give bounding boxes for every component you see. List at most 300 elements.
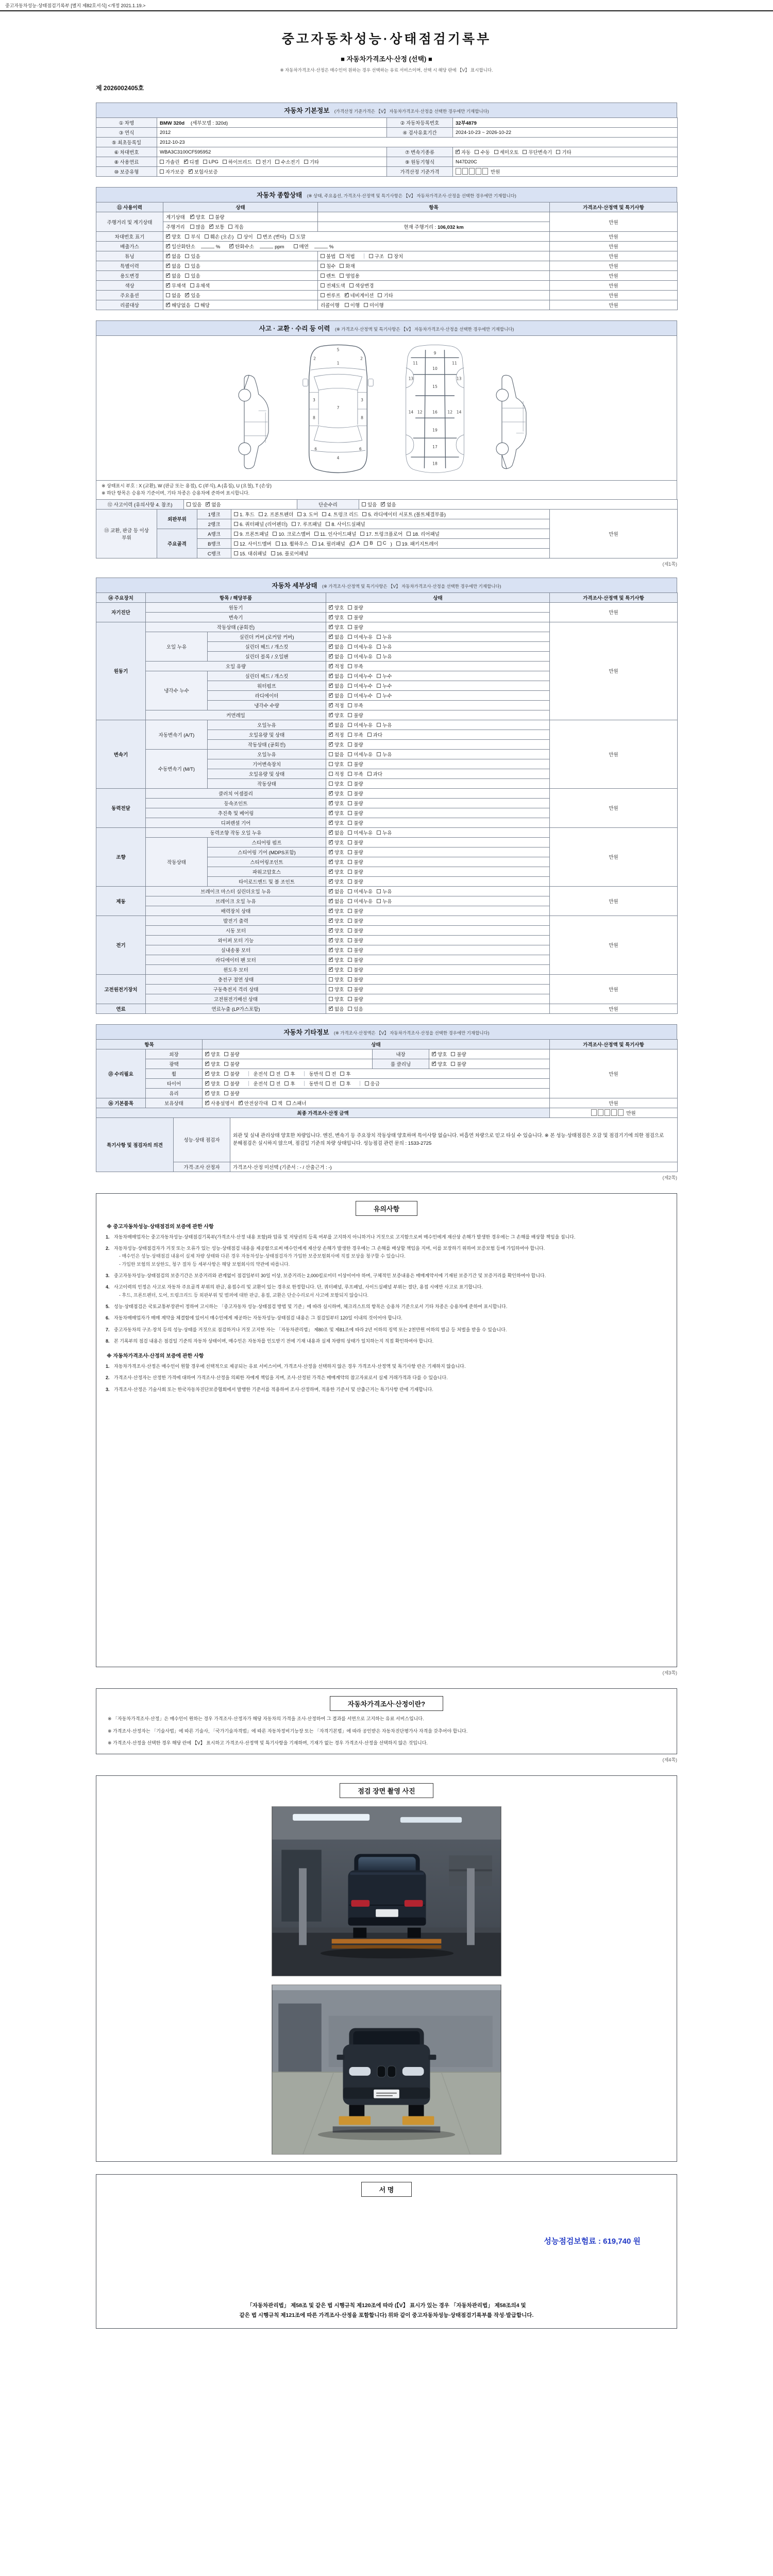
checkbox-있음[interactable]	[185, 262, 200, 269]
checkbox-1.-후드[interactable]	[234, 511, 255, 518]
checkbox-12.-사이드멤버[interactable]	[234, 540, 272, 547]
checkbox-누수[interactable]	[377, 672, 392, 680]
checkbox-label: 없음	[334, 673, 344, 680]
checkbox-불량[interactable]	[348, 809, 363, 817]
checkbox-세미오토[interactable]	[494, 148, 519, 156]
checkbox-부족[interactable]	[348, 702, 363, 709]
checkbox-미세누수[interactable]	[348, 672, 373, 680]
checkbox-label: 적정	[334, 771, 344, 777]
checkbox-부족[interactable]	[348, 770, 363, 777]
checkbox-양호[interactable]	[329, 760, 344, 768]
checkbox-불량[interactable]	[451, 1060, 466, 1067]
checkbox-과다[interactable]	[367, 770, 382, 777]
checkbox-4.-트렁크-리드[interactable]	[322, 511, 358, 518]
checkbox-없음[interactable]	[166, 252, 181, 260]
checkbox-10.-크로스멤버[interactable]	[273, 530, 310, 537]
checkbox-11.-인사이드패널[interactable]	[314, 530, 356, 537]
value-bold: BMW 320d	[160, 121, 185, 126]
checkbox-양호[interactable]	[205, 1050, 220, 1058]
checkbox-label: 양호	[334, 928, 344, 934]
checkbox-구조[interactable]	[369, 252, 384, 260]
checkbox-불량[interactable]	[348, 946, 363, 954]
checkbox-불량[interactable]	[348, 800, 363, 807]
checkbox-응급[interactable]	[365, 1080, 380, 1087]
checkbox-미세누수[interactable]	[348, 682, 373, 689]
checkbox-해당없음[interactable]	[166, 301, 191, 309]
checkbox-B[interactable]	[364, 540, 373, 546]
checkbox-색상변경[interactable]	[349, 282, 374, 289]
checkbox-label: 없음	[334, 634, 344, 640]
checkbox-있음[interactable]	[348, 1005, 363, 1012]
checkbox-많음[interactable]	[190, 223, 205, 230]
checkbox-변조-(변타)[interactable]	[257, 233, 287, 240]
diagram-part-number: 19	[432, 428, 438, 433]
checkbox-양호[interactable]	[166, 233, 181, 240]
price-estimate-cell	[550, 1098, 678, 1108]
checkbox-미세누유[interactable]	[348, 633, 373, 640]
checkbox-불량[interactable]	[348, 878, 363, 885]
checkbox-누유[interactable]	[377, 633, 392, 640]
checkbox-과다[interactable]	[367, 731, 382, 738]
checkbox-후[interactable]	[284, 1080, 295, 1087]
checkbox-16.-플로어패널[interactable]	[271, 550, 309, 557]
checkbox-불량[interactable]	[348, 986, 363, 993]
checkbox-침수[interactable]	[321, 262, 335, 269]
text: 기어변속장치	[252, 761, 281, 768]
checkbox-미세누유[interactable]	[348, 829, 373, 836]
checkbox-누유[interactable]	[377, 751, 392, 758]
checkbox-불량[interactable]	[348, 956, 363, 963]
first-registration-value	[157, 138, 678, 147]
checkbox-18.-리어패널[interactable]	[407, 530, 440, 537]
checkbox-전기[interactable]	[256, 158, 271, 165]
checkbox-있음[interactable]	[185, 292, 200, 299]
checkbox-9.-프론트패널[interactable]	[234, 530, 268, 537]
text: 라디에이터	[255, 693, 279, 699]
checkbox-있음[interactable]	[185, 272, 200, 279]
checkbox-불법[interactable]	[321, 252, 335, 260]
field-label	[146, 710, 326, 720]
table-row	[96, 720, 678, 730]
checkbox-적법[interactable]	[340, 252, 355, 260]
text: 오일 유량	[225, 664, 246, 670]
checkbox-label: 불량	[354, 918, 363, 924]
checkbox-있음[interactable]	[187, 501, 201, 508]
checkbox-불량[interactable]	[348, 937, 363, 944]
checkbox-누유[interactable]	[377, 653, 392, 660]
checkbox-자동[interactable]	[456, 148, 470, 156]
text: 동력조향 작동 오일 누유	[210, 830, 262, 836]
checkbox-수동[interactable]	[475, 148, 490, 156]
checkbox-보통[interactable]	[209, 223, 224, 230]
checkbox-양호[interactable]	[329, 711, 344, 719]
checkbox-디젤[interactable]	[184, 158, 199, 165]
checkbox-일산화탄소[interactable]	[166, 243, 195, 250]
checkbox-없음[interactable]	[329, 682, 344, 689]
checkbox-해당[interactable]	[195, 301, 210, 309]
inspection-photo-front	[272, 1985, 501, 2155]
checkbox-무채색[interactable]	[166, 282, 186, 289]
text: 특기사항 및 점검자의 의견	[107, 1142, 163, 1148]
text: 추진축 및 베어링	[217, 810, 254, 817]
checkbox-보험사보증[interactable]	[189, 168, 218, 175]
checkbox-잭[interactable]	[272, 1099, 282, 1107]
checkbox-전체도색[interactable]	[321, 282, 345, 289]
checkbox-양호[interactable]	[329, 946, 344, 954]
notice-item-text	[114, 1314, 667, 1322]
text: 작동상태 (공회전)	[216, 624, 255, 631]
checked-box	[206, 502, 210, 506]
checkbox-label: 네비게이션	[350, 293, 374, 299]
checkbox-미세누유[interactable]	[348, 751, 373, 758]
checked-box	[329, 938, 333, 942]
checkbox-불량[interactable]	[224, 1080, 239, 1087]
checkbox-적정[interactable]	[329, 770, 344, 777]
checkbox-label: 양호	[334, 761, 344, 768]
unchecked-box	[257, 234, 261, 239]
checkbox-적음[interactable]	[228, 223, 243, 230]
checkbox-불량[interactable]	[348, 623, 363, 631]
checkbox-양호[interactable]	[329, 878, 344, 885]
checkbox-누유[interactable]	[377, 888, 392, 895]
checkbox-불량[interactable]	[348, 819, 363, 826]
checkbox-양호[interactable]	[205, 1060, 220, 1067]
checkbox-전[interactable]	[326, 1080, 336, 1087]
checkbox-부족[interactable]	[348, 663, 363, 670]
checkbox-불량[interactable]	[348, 839, 363, 846]
unchecked-box	[259, 512, 263, 516]
accident-history-table-host	[96, 499, 677, 510]
checkbox-불량[interactable]	[348, 741, 363, 748]
checkbox-불량[interactable]	[348, 760, 363, 768]
field-label	[96, 291, 163, 300]
checkbox-A[interactable]	[351, 540, 360, 546]
checkbox-적정[interactable]	[329, 702, 344, 709]
checkbox-수소전기[interactable]	[275, 158, 300, 165]
checkbox-불량[interactable]	[209, 213, 224, 221]
checkbox-양호[interactable]	[329, 937, 344, 944]
unchecked-box	[228, 225, 232, 229]
checkbox-불량[interactable]	[348, 907, 363, 914]
checkbox-부족[interactable]	[348, 731, 363, 738]
checkbox-양호[interactable]	[329, 858, 344, 866]
unchecked-box	[187, 502, 191, 506]
checkbox-없음[interactable]	[329, 633, 344, 640]
checkbox-양호[interactable]	[329, 907, 344, 914]
checkbox-양호[interactable]	[205, 1080, 220, 1087]
unchecked-box	[224, 1091, 228, 1095]
unchecked-box	[348, 831, 352, 835]
checkbox-누유[interactable]	[377, 897, 392, 905]
checked-box	[166, 244, 170, 248]
checkbox-6.-쿼터패널-(리어펜더)[interactable]	[234, 520, 288, 528]
text: 고전원전기배선 상태	[213, 996, 258, 1003]
field-value	[163, 222, 318, 232]
checkbox-미세누유[interactable]	[348, 897, 373, 905]
checkbox-양호[interactable]	[329, 614, 344, 621]
checkbox-탄화수소[interactable]	[229, 243, 254, 250]
checkbox-불량[interactable]	[348, 604, 363, 611]
checked-box	[189, 170, 193, 174]
checkbox-양호[interactable]	[205, 1070, 220, 1077]
checkbox-불량[interactable]	[348, 927, 363, 934]
checkbox-불량[interactable]	[224, 1070, 239, 1077]
field-value	[326, 925, 550, 935]
checkbox-8.-사이드실패널[interactable]	[326, 520, 365, 528]
table-row	[96, 916, 678, 925]
text: 만원	[609, 987, 618, 993]
checkbox-label: 이행	[350, 303, 360, 309]
checkbox-불량[interactable]	[224, 1060, 239, 1067]
table-row	[96, 118, 678, 128]
checkbox-있음[interactable]	[362, 501, 377, 508]
text: 주행거리	[166, 225, 185, 230]
checkbox-없음[interactable]	[329, 721, 344, 728]
checkbox-양호[interactable]	[205, 1090, 220, 1097]
checkbox-없음[interactable]	[329, 653, 344, 660]
checkbox-없음[interactable]	[381, 501, 396, 508]
field-label	[208, 690, 326, 700]
checkbox-양호[interactable]	[329, 976, 344, 983]
legal-line-2: 같은 법 시행규칙 제121조에 따른 가격조사·산정을 포함합니다) 위와 같이 중고자동차성능·상태점검기록부를 작성·발급합니다.	[239, 2312, 534, 2318]
registration-number-value	[453, 118, 678, 128]
checkbox-미세누유[interactable]	[348, 643, 373, 650]
checkbox-label: 보통	[215, 225, 225, 230]
checkbox-불량[interactable]	[348, 868, 363, 875]
checkbox-양호[interactable]	[329, 868, 344, 875]
checkbox-미세누유[interactable]	[348, 888, 373, 895]
checkbox-없음[interactable]	[329, 888, 344, 895]
checkbox-label: 양호	[438, 1061, 447, 1067]
field-value	[326, 759, 550, 769]
checkbox-3.-도어[interactable]	[297, 511, 318, 518]
checkbox-누유[interactable]	[377, 829, 392, 836]
checkbox-양호[interactable]	[329, 966, 344, 973]
checkbox-19.-패키지트레이[interactable]	[396, 540, 439, 547]
checkbox-누수[interactable]	[377, 682, 392, 689]
table-row	[96, 261, 678, 271]
checkbox-안전삼각대[interactable]	[239, 1099, 268, 1107]
checkbox-불량[interactable]	[224, 1090, 239, 1097]
checkbox-미세누수[interactable]	[348, 692, 373, 699]
checkbox-불량[interactable]	[348, 849, 363, 856]
checkbox-렌트[interactable]	[321, 272, 335, 279]
checkbox-양호[interactable]	[432, 1050, 447, 1058]
checkbox-미세누유[interactable]	[348, 721, 373, 728]
checkbox-기타[interactable]	[304, 158, 319, 165]
checkbox-적정[interactable]	[329, 731, 344, 738]
checked-box	[329, 919, 333, 923]
checkbox-누유[interactable]	[377, 721, 392, 728]
checkbox-없음[interactable]	[166, 292, 181, 299]
checkbox-양호[interactable]	[329, 986, 344, 993]
checkbox-양호[interactable]	[329, 927, 344, 934]
field-value	[326, 876, 550, 886]
checkbox-없음[interactable]	[329, 643, 344, 650]
checkbox-양호[interactable]	[329, 741, 344, 748]
checkbox-불량[interactable]	[348, 711, 363, 719]
checkbox-있음[interactable]	[185, 252, 200, 260]
text: 만원	[609, 531, 618, 537]
price-estimate-cell	[550, 232, 678, 242]
checkbox-label: 자가보증	[165, 170, 184, 175]
field-label	[146, 788, 326, 798]
checkbox-불량[interactable]	[348, 780, 363, 787]
checkbox-도말[interactable]	[290, 233, 305, 240]
checkbox-없음[interactable]	[329, 829, 344, 836]
checkbox-양호[interactable]	[329, 604, 344, 611]
checkbox-자가보증[interactable]	[160, 168, 184, 175]
digit-box	[604, 1109, 610, 1116]
checkbox-label: 없음	[334, 654, 344, 660]
checkbox-미세누유[interactable]	[348, 653, 373, 660]
checkbox-15.-대쉬패널[interactable]	[234, 550, 267, 557]
checkbox-2.-프론트펜더[interactable]	[259, 511, 293, 518]
field-value	[318, 261, 550, 271]
text: 가격·조사 산정자	[183, 1164, 220, 1171]
checkbox-불량[interactable]	[348, 976, 363, 983]
checkbox-label: 후	[290, 1071, 295, 1077]
checkbox-label: 없음	[334, 752, 344, 758]
text: 항목	[429, 205, 439, 211]
price-estimate-cell	[550, 1004, 678, 1013]
checkbox-전[interactable]	[270, 1080, 280, 1087]
checkbox-양호[interactable]	[329, 819, 344, 826]
checkbox-후[interactable]	[340, 1080, 350, 1087]
column-header	[550, 202, 678, 212]
checkbox-불량[interactable]	[348, 858, 363, 866]
checkbox-양호[interactable]	[329, 839, 344, 846]
unchecked-box	[234, 532, 238, 536]
field-label	[146, 1049, 203, 1059]
checkbox-불량[interactable]	[348, 917, 363, 924]
checkbox-없음[interactable]	[329, 672, 344, 680]
checkbox-없음[interactable]	[329, 1005, 344, 1012]
checkbox-없음[interactable]	[329, 751, 344, 758]
field-label	[373, 1049, 429, 1059]
checkbox-영업용[interactable]	[340, 272, 360, 279]
checkbox-양호[interactable]	[329, 800, 344, 807]
checkbox-양호[interactable]	[329, 623, 344, 631]
checkbox-불량[interactable]	[451, 1050, 466, 1058]
final-price-table-host	[96, 1108, 677, 1172]
checkbox-이행[interactable]	[345, 301, 360, 309]
text: 특별이력	[120, 264, 139, 269]
checkbox-LPG[interactable]	[203, 159, 219, 165]
checkbox-13.-휠하우스[interactable]	[276, 540, 309, 547]
checkbox-양호[interactable]	[329, 849, 344, 856]
field-label	[208, 632, 326, 641]
checkbox-5.-라디에이터-서포트-(볼트체결부품)[interactable]	[362, 511, 446, 518]
checkbox-label: 불량	[457, 1061, 466, 1067]
checkbox-매연[interactable]	[294, 243, 309, 250]
checkbox-네비게이션[interactable]	[345, 292, 374, 299]
unchecked-box	[377, 723, 381, 727]
checkbox-기타[interactable]	[378, 292, 393, 299]
checkbox-label: 15. 대쉬패널	[240, 551, 267, 557]
checkbox-양호[interactable]	[329, 790, 344, 797]
text: 룸 클리닝	[390, 1061, 411, 1067]
checkbox-부식[interactable]	[185, 233, 200, 240]
checkbox-유채색[interactable]	[190, 282, 210, 289]
checkbox-후[interactable]	[340, 1070, 350, 1077]
checkbox-양호[interactable]	[329, 995, 344, 1003]
checkbox-훼손-(오손)[interactable]	[205, 233, 234, 240]
checkbox-C[interactable]	[377, 540, 386, 546]
checkbox-전[interactable]	[270, 1070, 280, 1077]
checkbox-장치[interactable]	[388, 252, 403, 260]
checkbox-후[interactable]	[284, 1070, 295, 1077]
checkbox-화재[interactable]	[340, 262, 355, 269]
checkbox-없음[interactable]	[166, 272, 181, 279]
unchecked-box	[377, 645, 381, 649]
checkbox-불량[interactable]	[348, 995, 363, 1003]
checkbox-양호[interactable]	[329, 956, 344, 963]
checkbox-불량[interactable]	[348, 614, 363, 621]
unchecked-box	[284, 1072, 289, 1076]
notice-item-line: - 후드, 프론트펜더, 도어, 트렁크리드 등 외판부위 및 범퍼에 대한 판금, 용접, 교환은 단순수리로서 사고에 포함되지 않습니다.	[119, 1292, 369, 1298]
checkbox-썬루프[interactable]	[321, 292, 341, 299]
checkbox-7.-루프패널[interactable]	[292, 520, 322, 528]
checkbox-불량[interactable]	[348, 966, 363, 973]
checkbox-기타[interactable]	[556, 148, 571, 156]
notice-item-line: 사고이력의 인정은 사고로 자동차 주요골격 부위의 판금, 용접수리 및 교환이 있는 경우로 한정합니다. 단, 쿼터패널, 루프패널, 사이드실패널 부위는 절단, 용접 시에만 사고로 표기합니다.	[114, 1284, 483, 1290]
checkbox-label: 불량	[354, 742, 363, 748]
checkbox-적정[interactable]	[329, 663, 344, 670]
checkbox-양호[interactable]	[329, 917, 344, 924]
checkbox-전[interactable]	[326, 1070, 336, 1077]
checkbox-양호[interactable]	[329, 780, 344, 787]
checkbox-양호[interactable]	[190, 213, 205, 221]
spacer	[184, 124, 191, 125]
checkbox-하이브리드[interactable]	[223, 158, 252, 165]
section-bar-overall	[96, 187, 677, 202]
label-simple-repair	[297, 499, 359, 509]
checkbox-양호[interactable]	[329, 809, 344, 817]
checkbox-상이[interactable]	[238, 233, 253, 240]
checkbox-사용설명서[interactable]	[205, 1099, 234, 1107]
section-bar-etc	[96, 1024, 677, 1039]
checkbox-없음[interactable]	[166, 262, 181, 269]
checkbox-스패너[interactable]	[287, 1099, 307, 1107]
checkbox-label: 적법	[345, 254, 355, 260]
checkbox-14.-필러패널[interactable]	[312, 540, 345, 547]
checkbox-label: 해당	[200, 303, 210, 309]
unchecked-box	[364, 541, 368, 546]
checkbox-가솔린[interactable]	[160, 158, 180, 165]
checkbox-불량[interactable]	[348, 790, 363, 797]
checkbox-누수[interactable]	[377, 692, 392, 699]
checkbox-label: 전	[276, 1071, 281, 1077]
text: 윈도우 모터	[223, 967, 248, 973]
price-estimate-cell	[550, 242, 678, 251]
checkbox-누유[interactable]	[377, 643, 392, 650]
checkbox-17.-트렁크플로어[interactable]	[360, 530, 402, 537]
checkbox-무단변속기[interactable]	[523, 148, 552, 156]
checkbox-없음[interactable]	[329, 692, 344, 699]
legend-line-1: ※ 상태표시 부호 : X (교환), W (판금 또는 용접), C (부식), A (흠집), U (요철), T (손상)	[102, 483, 272, 488]
checkbox-없음[interactable]	[329, 897, 344, 905]
checkbox-label: 불량	[354, 869, 363, 875]
checkbox-불량[interactable]	[224, 1050, 239, 1058]
unchecked-box	[348, 870, 352, 874]
checkbox-양호[interactable]	[432, 1060, 447, 1067]
notice-item	[106, 1374, 667, 1382]
unchecked-box	[367, 733, 372, 737]
checkbox-없음[interactable]	[206, 501, 221, 508]
checkbox-미이행[interactable]	[364, 301, 384, 309]
text: WBA3C3100CF595952	[160, 149, 211, 155]
